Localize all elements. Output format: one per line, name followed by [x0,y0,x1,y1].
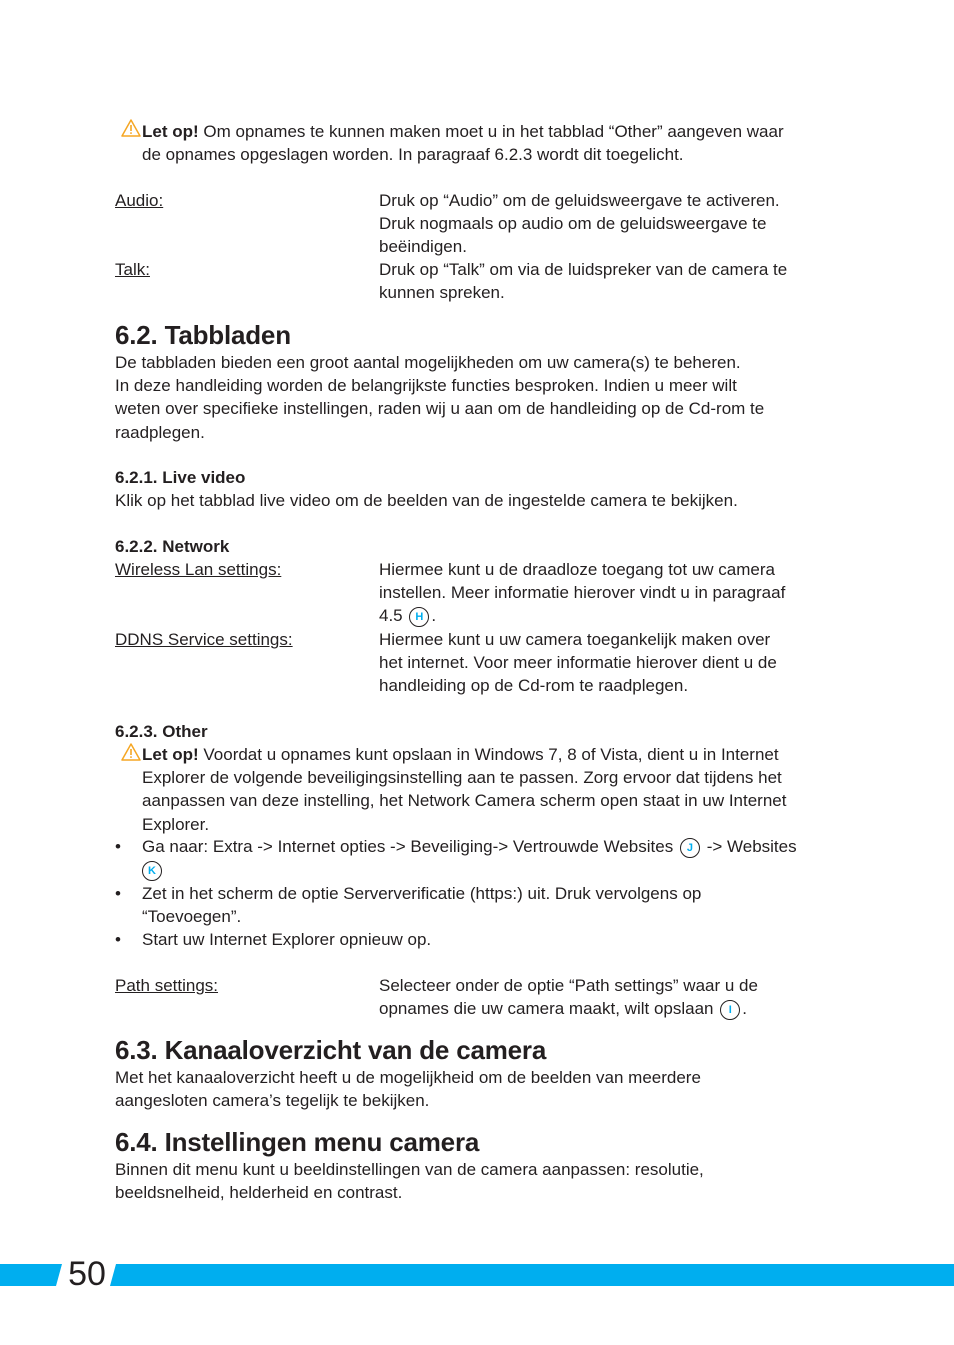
footer-bracket-left [56,1264,62,1286]
subsection-heading: 6.2.3. Other [115,722,208,741]
ref-badge-i: I [720,1000,740,1020]
ref-text: 4.5 [379,606,403,626]
section-heading: 6.2. Tabbladen [115,320,291,350]
desc-line: Selecteer onder de optie “Path settings” waar u de [379,976,758,995]
text-line: Explorer de volgende beveiligingsinstelling aan te passen. Zorg ervoor dat tijdens het [142,768,782,788]
text-line: raadplegen. [115,422,205,442]
path-description [379,974,829,1020]
subsection-heading: 6.2.2. Network [115,537,230,556]
section-heading: 6.4. Instellingen menu camera [115,1127,480,1157]
text-line: Explorer. [142,814,210,834]
notice-label: Let op! [142,745,199,764]
talk-description [379,258,829,304]
path-term: Path settings: [115,976,219,995]
section-heading: 6.3. Kanaaloverzicht van de camera [115,1035,547,1065]
wireless-term: Wireless Lan settings: [115,560,282,579]
ddns-term: DDNS Service settings: [115,630,293,649]
bullet-symbol: • [115,837,121,856]
bullet-text: Zet in het scherm de optie Serververificatie (https:) uit. Druk vervolgens op [142,884,702,903]
notice-text: de opnames opgeslagen worden. In paragraaf 6.2.3 wordt dit toegelicht. [142,145,684,165]
notice-paragraph [115,120,857,166]
talk-desc-line: kunnen spreken. [379,283,505,303]
wireless-description [379,558,829,628]
desc-line: het internet. Voor meer informatie hierover dient u de [379,653,777,673]
bullet-text: “Toevoegen”. [142,907,242,927]
talk-term: Talk: [115,260,150,279]
talk-desc-line: Druk op “Talk” om via de luidspreker van de camera te [379,260,788,279]
bullet-item [142,835,832,881]
text-line: aangesloten camera’s tegelijk te bekijken. [115,1091,430,1111]
desc-line: handleiding op de Cd-rom te raadplegen. [379,676,689,696]
ref-suffix: . [431,606,437,626]
section-paragraph [115,1066,830,1112]
text-line: beeldsnelheid, helderheid en contrast. [115,1183,403,1203]
subsection-paragraph: Klik op het tabblad live video om de beelden van de ingestelde camera te bekijken. [115,491,738,510]
notice-label: Let op! [142,122,199,141]
desc-line: instellen. Meer informatie hierover vindt u in paragraaf [379,583,786,603]
audio-desc-line: Druk op “Audio” om de geluidsweergave te activeren. [379,191,780,210]
text-line: In deze handleiding worden de belangrijkste functies besproken. Indien u meer wilt [115,376,737,396]
ddns-description [379,628,829,698]
ref-badge-j: J [680,838,700,858]
ref-suffix: . [742,999,747,1019]
bullet-text: -> Websites [706,837,797,856]
audio-desc-line: beëindigen. [379,237,467,257]
audio-desc-line: Druk nogmaals op audio om de geluidsweergave te [379,214,767,234]
ref-badge-k: K [142,861,162,881]
notice-text: Om opnames te kunnen maken moet u in het tabblad “Other” aangeven waar [198,122,784,141]
page-number: 50 [68,1255,106,1293]
section-paragraph [115,351,830,444]
text-line: weten over specifieke instellingen, raden wij u aan om de handleiding op de Cd-rom te [115,399,765,419]
bullet-item [142,882,832,928]
ref-badge-h: H [409,607,429,627]
audio-description [379,189,829,259]
section-paragraph [115,1158,830,1204]
bullet-text: Ga naar: Extra -> Internet opties -> Beveiliging-> Vertrouwde Websites [142,837,674,856]
desc-line: Hiermee kunt u de draadloze toegang tot uw camera [379,560,775,579]
subsection-heading: 6.2.1. Live video [115,468,246,487]
bullet-symbol: • [115,930,121,949]
text-line: De tabbladen bieden een groot aantal mogelijkheden om uw camera(s) te beheren. [115,353,741,372]
text-line: Binnen dit menu kunt u beeldinstellingen van de camera aanpassen: resolutie, [115,1160,704,1179]
notice-paragraph [115,743,857,836]
bullet-symbol: • [115,884,121,903]
text-line: Voordat u opnames kunt opslaan in Windows 7, 8 of Vista, dient u in Internet [198,745,779,764]
text-line: Met het kanaaloverzicht heeft u de mogelijkheid om de beelden van meerdere [115,1068,701,1087]
bullet-item: Start uw Internet Explorer opnieuw op. [142,930,432,949]
audio-term: Audio: [115,191,164,210]
footer-bar [116,1264,954,1286]
desc-line: Hiermee kunt u uw camera toegankelijk maken over [379,630,771,649]
desc-line: opnames die uw camera maakt, wilt opslaan [379,999,714,1019]
footer-bar [0,1264,56,1286]
text-line: aanpassen van deze instelling, het Network Camera scherm open staat in uw Internet [142,791,787,811]
